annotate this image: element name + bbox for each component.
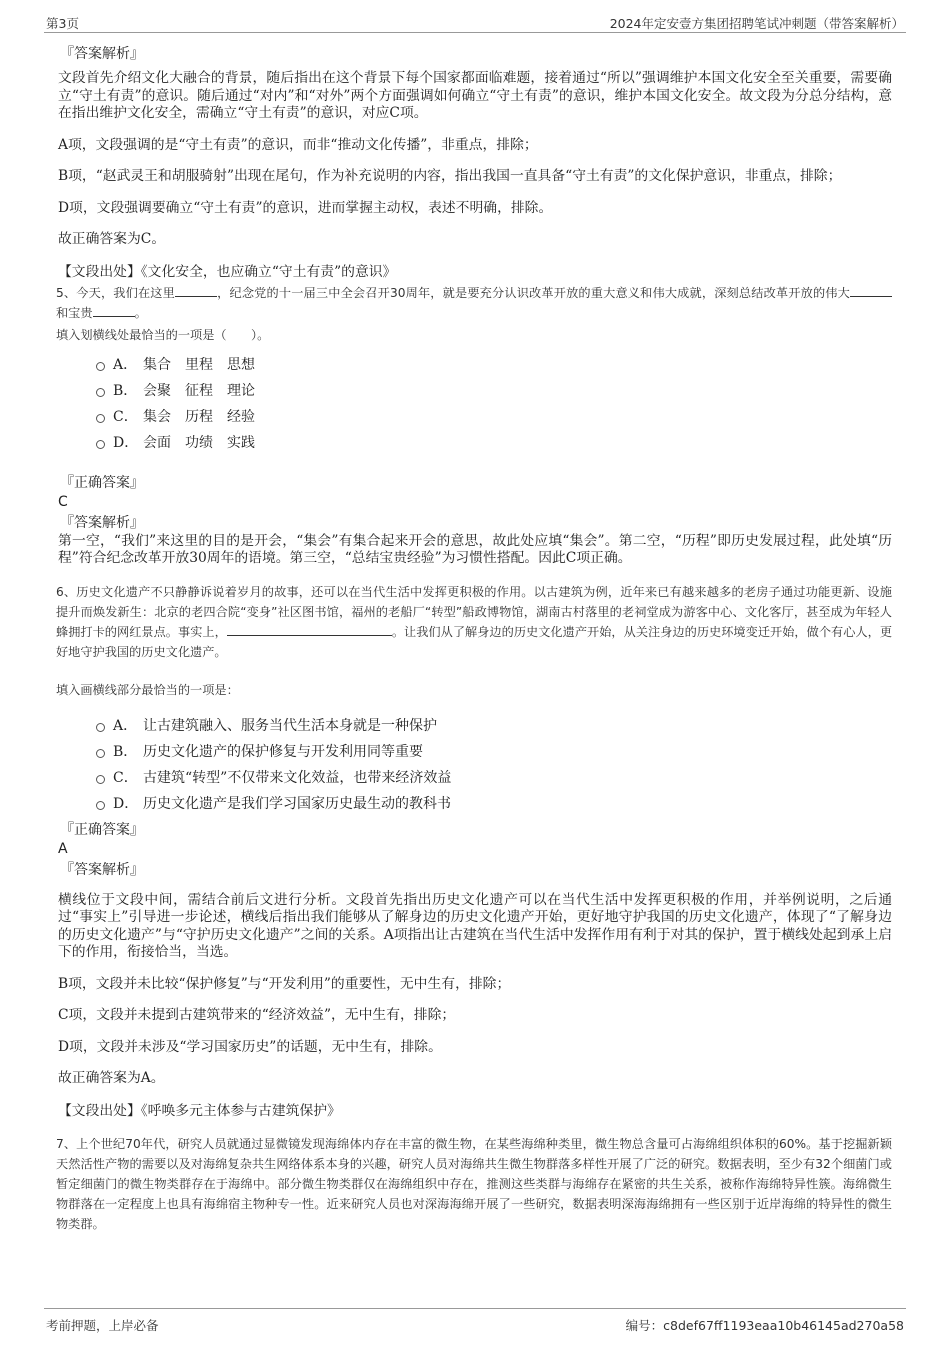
- q5-stem-part1: 5、今天，我们在这里: [56, 285, 175, 300]
- q6-option[interactable]: [96, 764, 892, 790]
- q6-option[interactable]: [96, 790, 892, 816]
- q4-conclusion: 故正确答案为C。: [58, 231, 166, 247]
- radio-button-icon[interactable]: [96, 749, 105, 758]
- option-text: 集会 历程 经验: [143, 408, 255, 425]
- q6-stem: [56, 582, 892, 662]
- q4-analysis-paragraph: 文段首先介绍文化大融合的背景，随后指出在这个背景下每个国家都面临难题，接着通过“所以”强调维护本国文化安全至关重要，需要确立“守土有责”的意识。随后通过“对内”和“对外”两个方面强调如何确立“守土有责”的意识，维护本国文化安全。故文段为分总分结构，意在指出维护文化安全，需确立“守土有责”的意识，对应C项。: [58, 70, 892, 121]
- q6-analysis-option-d: D项，文段并未涉及“学习国家历史”的话题，无中生有，排除。: [58, 1038, 442, 1055]
- radio-button-icon[interactable]: [96, 388, 105, 397]
- q5-option[interactable]: [96, 403, 892, 429]
- q5-stem-part2: ，纪念党的十一届三中全会召开30周年，就是要充分认识改革开放的重大意义和伟大成就，深刻总结改革开放的伟大: [217, 285, 850, 300]
- q5-answer-heading: 『正确答案』: [60, 474, 144, 491]
- q6-analysis-paragraph: 横线位于文段中间，需结合前后文进行分析。文段首先指出历史文化遗产可以在当代生活中发挥更积极的作用，并举例说明，之后通过“事实上”引导进一步论述，横线后指出我们能够从了解身边的历史文化遗产开始，更好地守护我国的历史文化遗产，体现了“了解身边的历史文化遗产”与“守护历史文化遗产”之间的关系。A项指出让古建筑在当代生活中发挥作用有利于对其的保护，置于横线处起到承上启下的作用，衔接恰当，当选。: [58, 891, 892, 960]
- footer-code-label: 编号：: [625, 1318, 664, 1333]
- q6-stem-part1: 6、历史文化遗产不只静静诉说着岁月的故事，还可以在当代生活中发挥更积极的作用。以古建筑为例，近年来已有越来越多的老房子通过功能更新、设施提升而焕发新生：北京的老四合院“变身”社区图书馆，福州的老船厂“转型”船政博物馆，湖南古村落里的老祠堂成为游客中心、文化客厅，甚至成为年轻人蜂拥打卡的网红景点。事实上，: [56, 584, 892, 639]
- q5-analysis: 第一空，“我们”来这里的目的是开会，“集会”有集合起来开会的意思，故此处应填“集会”。第二空，“历程”即历史发展过程，此处填“历程”符合纪念改革开放30周年的语境。第三空，“总结宝贵经验”为习惯性搭配。因此C项正确。: [58, 532, 892, 566]
- page-footer: [44, 1308, 906, 1339]
- q5-option[interactable]: [96, 429, 892, 455]
- option-text: 集合 里程 思想: [143, 356, 255, 373]
- q6-analysis-option-c: C项，文段并未提到古建筑带来的“经济效益”，无中生有，排除；: [58, 1007, 456, 1023]
- footer-code: [626, 1316, 904, 1334]
- option-letter: A．: [113, 356, 138, 373]
- option-letter: C．: [113, 769, 138, 786]
- radio-button-icon[interactable]: [96, 440, 105, 449]
- page-content: [56, 44, 892, 1234]
- page-number: 第3页: [46, 16, 79, 31]
- q6-option[interactable]: [96, 738, 892, 764]
- option-letter: D．: [113, 434, 139, 451]
- radio-button-icon[interactable]: [96, 723, 105, 732]
- page-header: [44, 10, 906, 33]
- radio-button-icon[interactable]: [96, 362, 105, 371]
- radio-button-icon[interactable]: [96, 801, 105, 810]
- q5-stem: [56, 283, 892, 323]
- option-text: 古建筑“转型”不仅带来文化效益，也带来经济效益: [143, 769, 452, 786]
- q6-source: 【文段出处】《呼唤多元主体参与古建筑保护》: [58, 1102, 341, 1119]
- option-text: 会面 功绩 实践: [143, 434, 255, 451]
- q6-stem-part2: 。让我们从了解身边的历史文化遗产开始，从关注身边的历史环境变迁开始，做个有心人，更好地守护我国的历史文化遗产。: [56, 624, 893, 659]
- q6-conclusion: 故正确答案为A。: [58, 1070, 165, 1086]
- q6-option[interactable]: [96, 712, 892, 738]
- option-text: 让古建筑融入、服务当代生活本身就是一种保护: [143, 717, 437, 734]
- q5-stem-part3: 和宝贵: [56, 305, 93, 320]
- radio-button-icon[interactable]: [96, 414, 105, 423]
- document-title: 2024年定安壹方集团招聘笔试冲刺题（带答案解析）: [609, 16, 904, 31]
- q4-analysis-option-d: D项，文段强调要确立“守土有责”的意识，进而掌握主动权，表述不明确，排除。: [58, 199, 553, 216]
- footer-slogan: 考前押题，上岸必备: [46, 1318, 159, 1333]
- option-letter: D．: [113, 795, 139, 812]
- q5-option[interactable]: [96, 377, 892, 403]
- q5-hint: 填入划横线处最恰当的一项是（ ）。: [56, 327, 270, 342]
- q5-option[interactable]: [96, 351, 892, 377]
- q5-answer: C: [58, 493, 68, 510]
- q4-analysis-heading: 『答案解析』: [60, 46, 144, 62]
- option-letter: B．: [113, 743, 138, 760]
- q5-blank-2: [850, 284, 892, 297]
- footer-code-value: c8def67ff1193eaa10b46145ad270a58: [663, 1318, 904, 1333]
- radio-button-icon[interactable]: [96, 775, 105, 784]
- q5-options: [96, 351, 892, 455]
- option-text: 会聚 征程 理论: [143, 382, 255, 399]
- option-text: 历史文化遗产是我们学习国家历史最生动的教科书: [143, 795, 451, 812]
- option-letter: B．: [113, 382, 138, 399]
- q6-analysis-option-b: B项，文段并未比较“保护修复”与“开发利用”的重要性，无中生有，排除；: [58, 975, 511, 992]
- q4-analysis-option-b: B项，“赵武灵王和胡服骑射”出现在尾句，作为补充说明的内容，指出我国一直具备“守土有责”的文化保护意识，非重点，排除；: [58, 168, 842, 184]
- q6-blank: [227, 623, 392, 636]
- q6-analysis-heading: 『答案解析』: [60, 861, 144, 878]
- option-letter: A．: [113, 717, 138, 734]
- q5-stem-part4: 。: [134, 305, 147, 320]
- q6-answer-heading: 『正确答案』: [60, 821, 144, 838]
- option-text: 历史文化遗产的保护修复与开发利用同等重要: [143, 743, 423, 760]
- option-letter: C．: [113, 408, 138, 425]
- q4-analysis-option-a: A项，文段强调的是“守土有责”的意识，而非“推动文化传播”，非重点，排除；: [58, 136, 538, 153]
- q4-source: 【文段出处】《文化安全，也应确立“守土有责”的意识》: [58, 263, 397, 280]
- q6-hint: 填入画横线部分最恰当的一项是：: [56, 682, 239, 697]
- q7-stem: 7、上个世纪70年代，研究人员就通过显微镜发现海绵体内存在丰富的微生物，在某些海绵种类里，微生物总含量可占海绵组织体积的60%。基于挖掘新颖天然活性产物的需要以及对海绵复杂共生网络体系本身的兴趣，研究人员对海绵共生微生物群落多样性开展了广泛的研究。数据表明，至少有32个细菌门或暂定细菌门的微生物类群存在于海绵中。部分微生物类群仅在海绵组织中存在，推测这些类群与海绵存在紧密的共生关系，被称作海绵特异性簇。海绵微生物群落在一定程度上也具有海绵宿主物种专一性。近来研究人员也对深海海绵开展了一些研究，数据表明深海海绵拥有一些区别于近岸海绵的特异性的微生物类群。: [56, 1136, 892, 1231]
- q5-blank-1: [175, 284, 217, 297]
- q6-answer: A: [58, 840, 68, 857]
- q6-options: [96, 712, 892, 816]
- q5-blank-3: [93, 304, 135, 317]
- q5-analysis-heading: 『答案解析』: [60, 514, 144, 531]
